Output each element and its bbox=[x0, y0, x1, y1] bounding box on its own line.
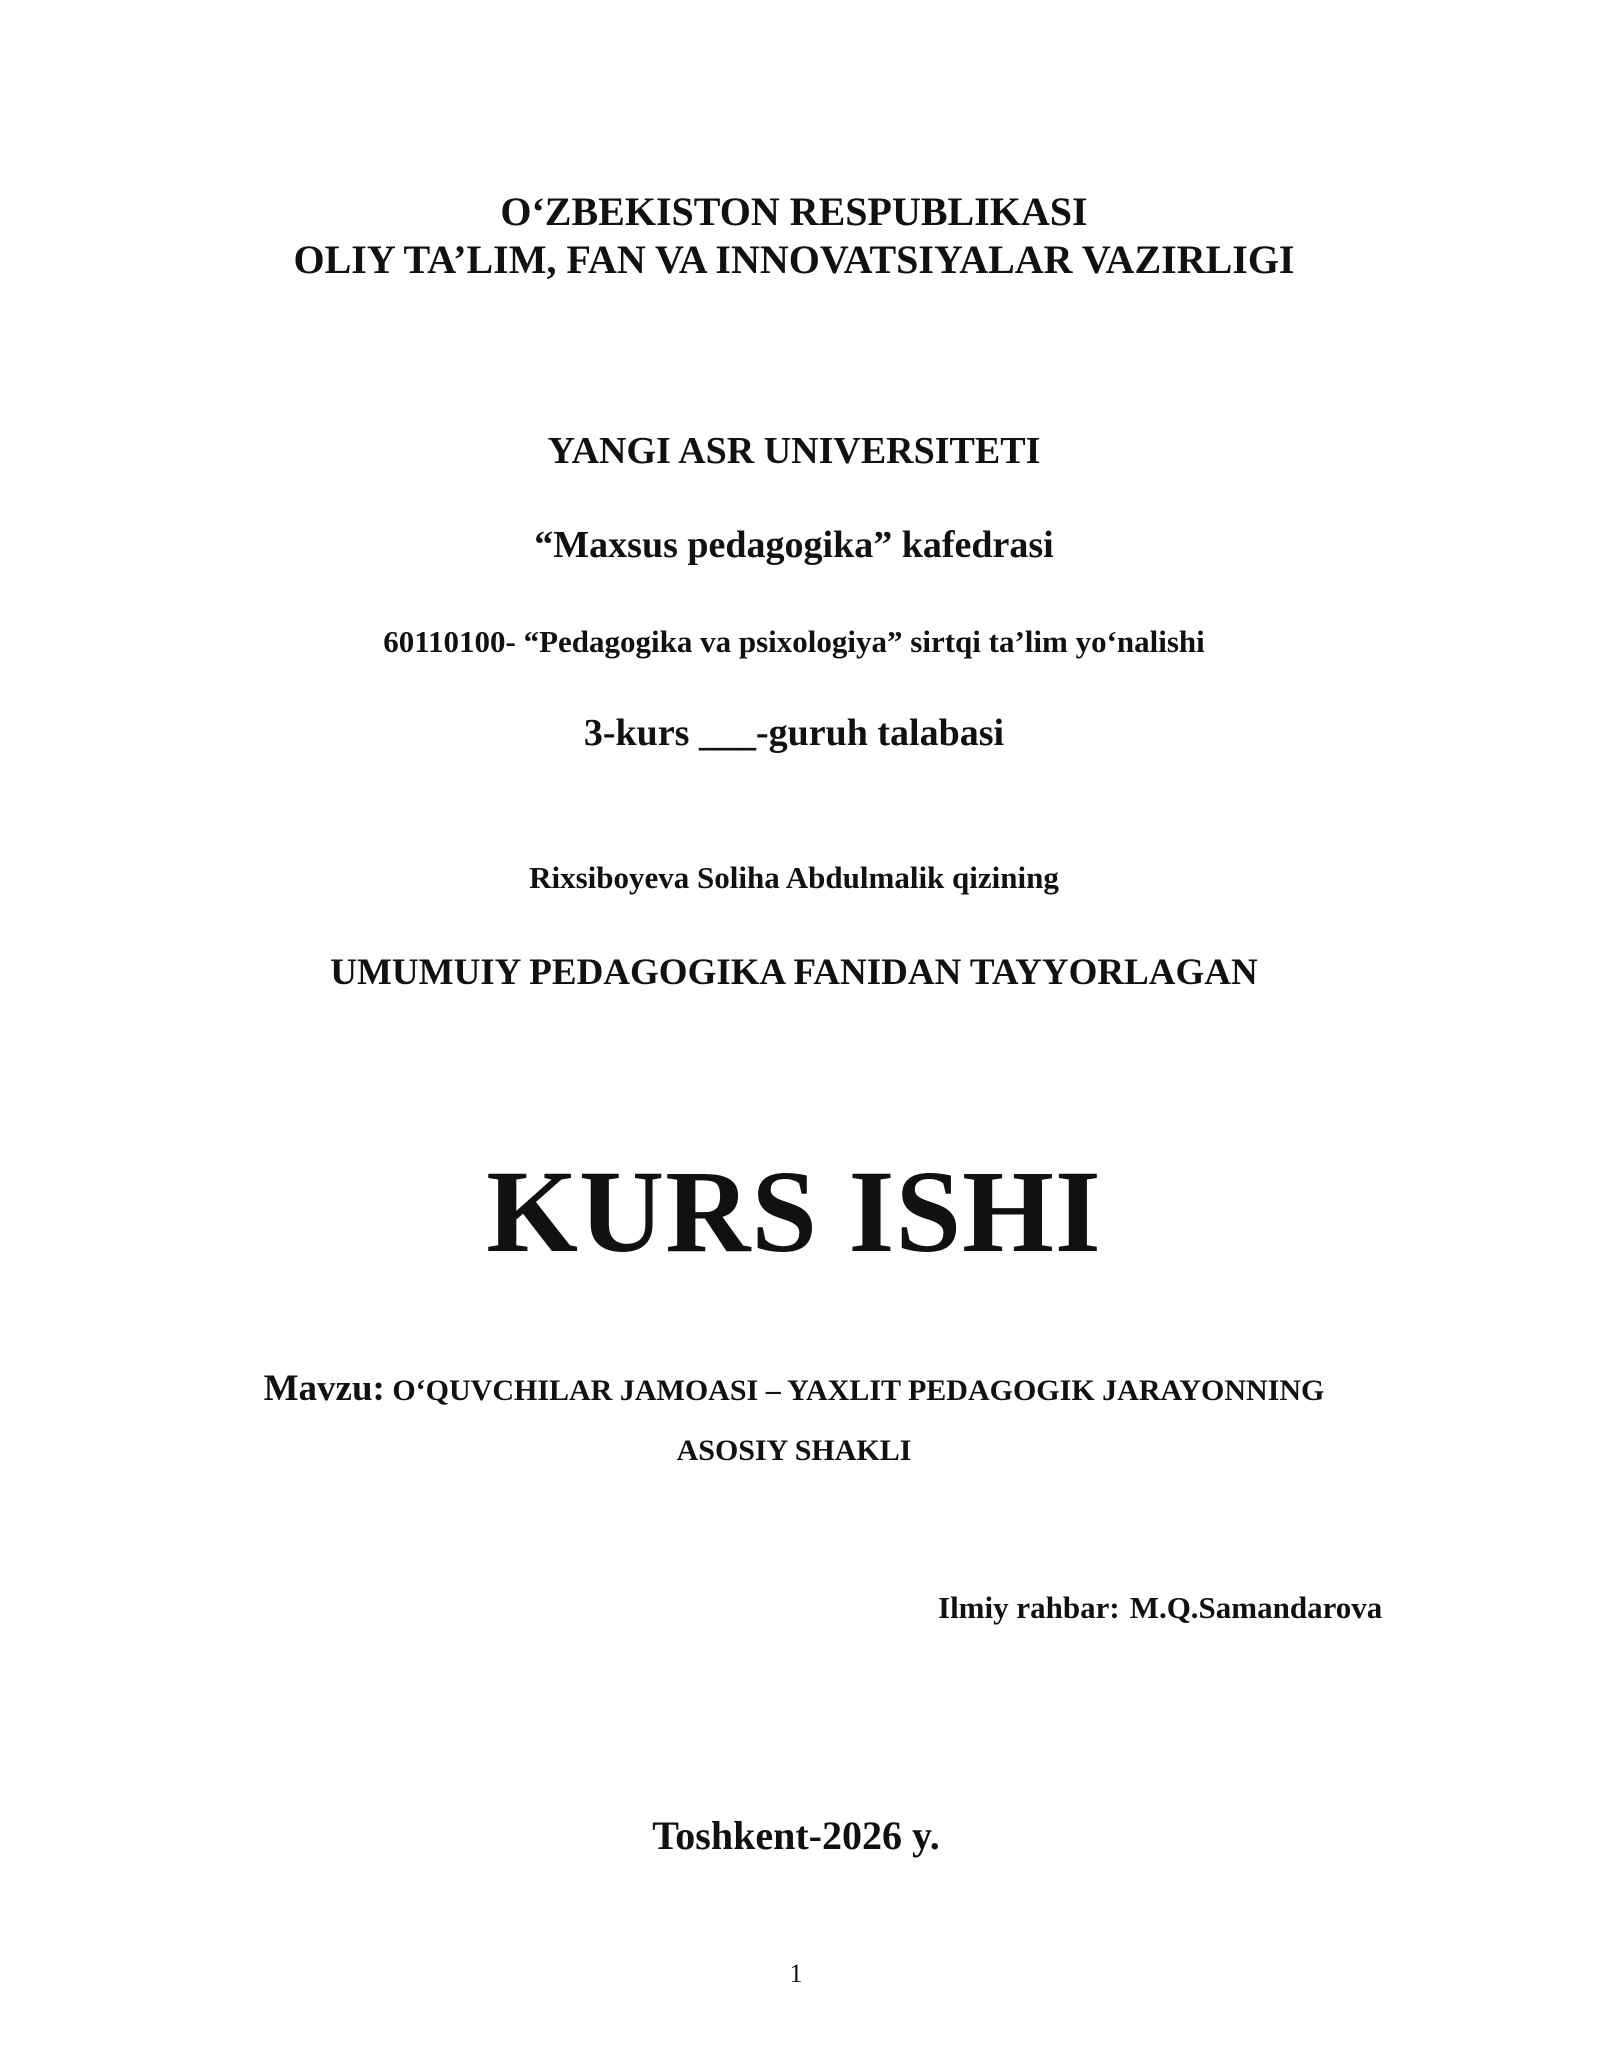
topic-line-2: ASOSIY SHAKLI bbox=[676, 1434, 912, 1467]
supervisor bbox=[938, 1588, 1382, 1628]
supervisor-label: Ilmiy rahbar: bbox=[938, 1590, 1120, 1625]
document-title: KURS ISHI bbox=[486, 1146, 1102, 1277]
page-number: 1 bbox=[789, 1959, 803, 1988]
course-group: 3-kurs ___-guruh talabasi bbox=[583, 712, 1005, 754]
topic-text-1: O‘QUVCHILAR JAMOASI – YAXLIT PEDAGOGIK JARAYONNING bbox=[392, 1374, 1325, 1407]
supervisor-name: M.Q.Samandarova bbox=[1129, 1590, 1383, 1625]
ministry-line-2: OLIY TA’LIM, FAN VA INNOVATSIYALAR VAZIRLIGI bbox=[293, 237, 1295, 282]
topic-line-1 bbox=[0, 1368, 1594, 1412]
program-name: 60110100- “Pedagogika va psixologiya” sirtqi ta’lim yo‘nalishi bbox=[383, 624, 1205, 659]
student-name: Rixsiboyeva Soliha Abdulmalik qizining bbox=[529, 860, 1059, 895]
department-name: “Maxsus pedagogika” kafedrasi bbox=[534, 524, 1054, 566]
city-year: Toshkent-2026 y. bbox=[652, 1813, 940, 1858]
ministry-line-1: O‘ZBEKISTON RESPUBLIKASI bbox=[500, 189, 1088, 234]
university-name: YANGI ASR UNIVERSITETI bbox=[547, 430, 1041, 472]
subject-line: UMUMUIY PEDAGOGIKA FANIDAN TAYYORLAGAN bbox=[330, 952, 1258, 993]
topic-label: Mavzu: bbox=[263, 1368, 385, 1409]
